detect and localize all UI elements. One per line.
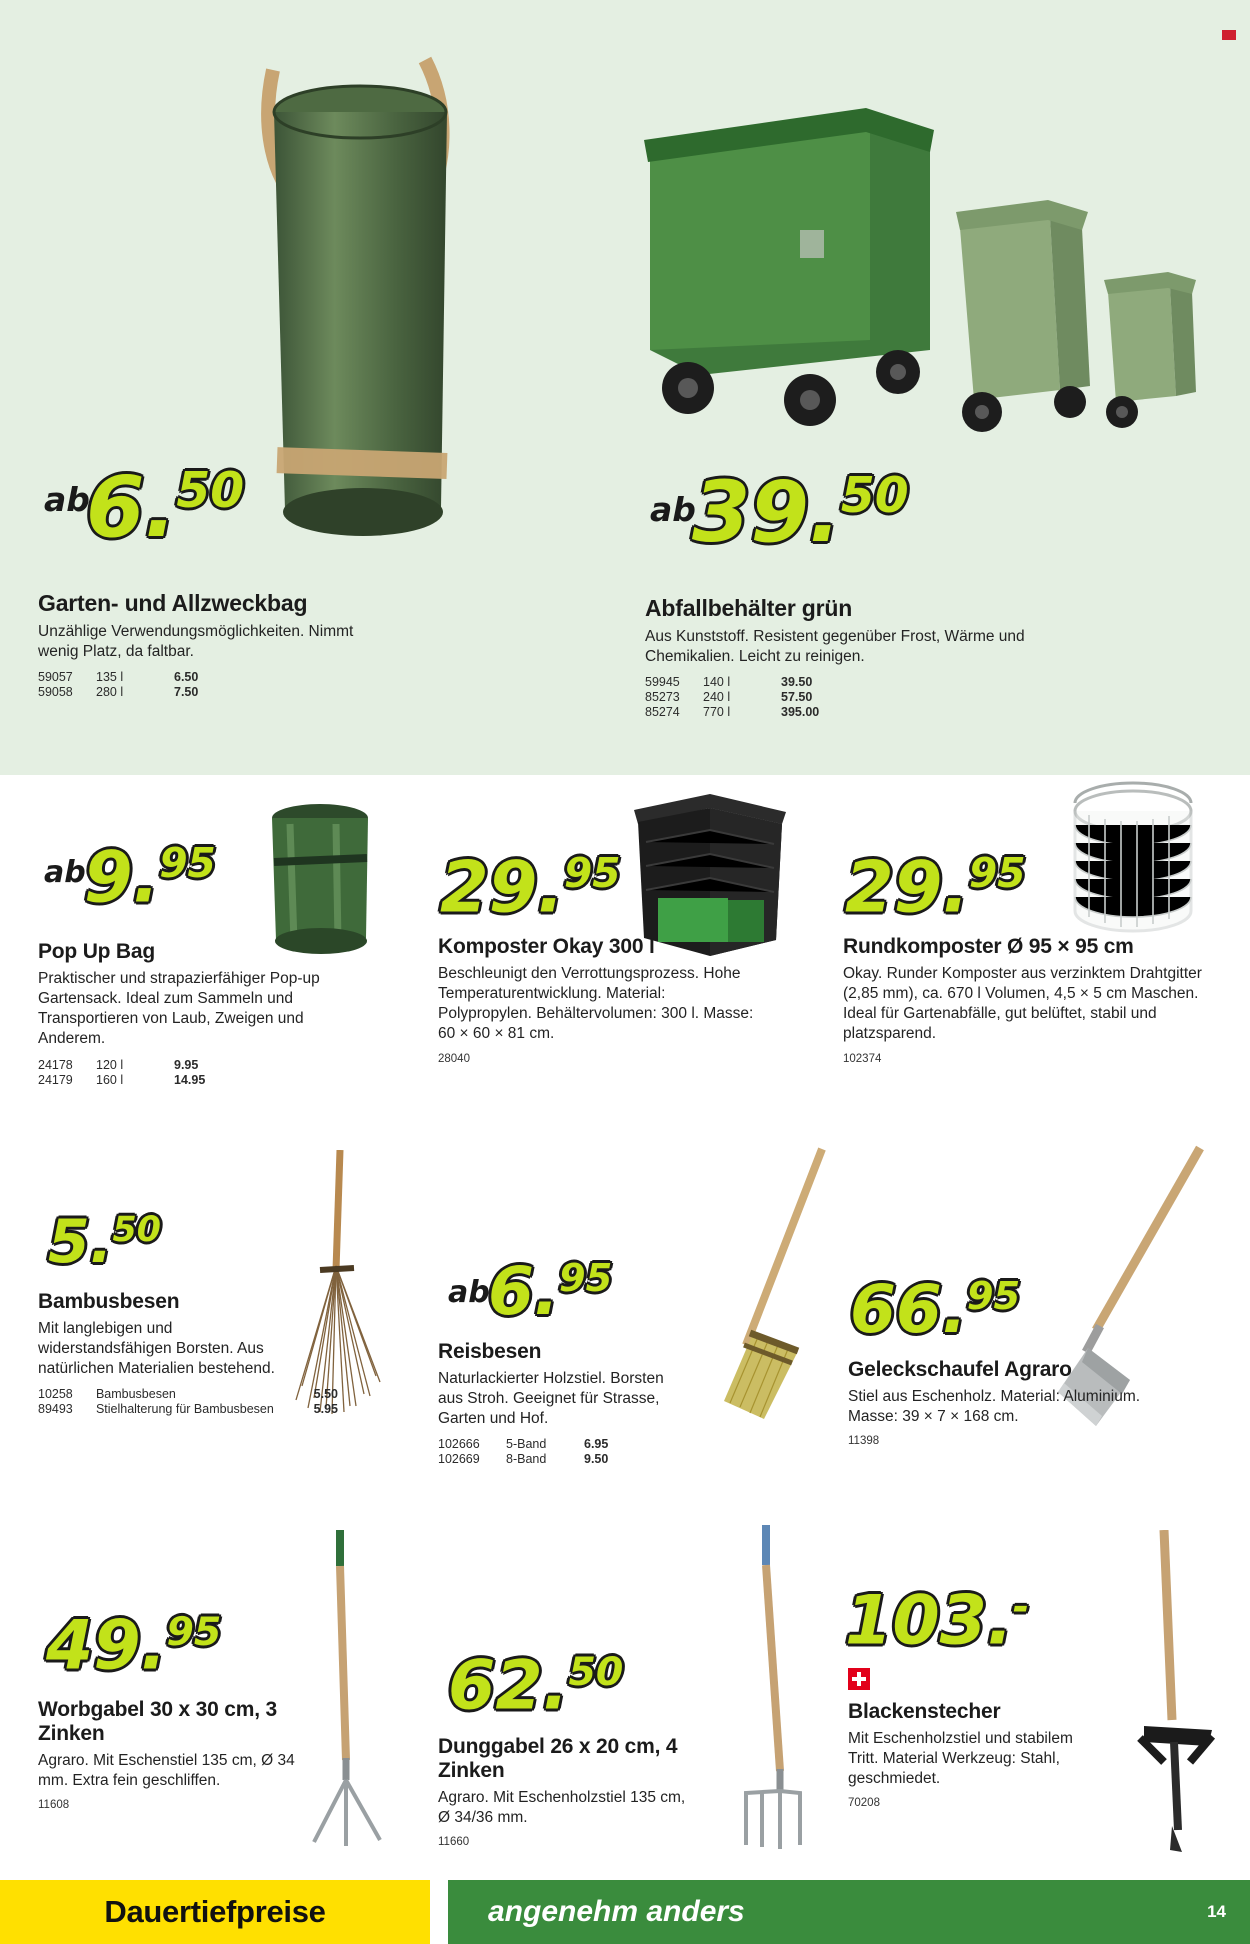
table-row: 89493 Stielhalterung für Bambusbesen 5.95 (38, 1402, 338, 1417)
product-desc-abfallbehaelter: Aus Kunststoff. Resistent gegenüber Frost, Wärme und Chemikalien. Leicht zu reinigen. (645, 628, 1025, 666)
product-title-geleckschaufel: Geleckschaufel Agraro (848, 1358, 1072, 1381)
product-info-dunggabel (438, 1735, 738, 1848)
footer-slogan-right-text: angenehm anders (488, 1895, 745, 1928)
price-reisbesen: 6.95 (488, 1253, 613, 1330)
table-row: 102669 8-Band 9.50 (438, 1452, 609, 1467)
product-title-dunggabel: Dunggabel 26 x 20 cm, 4 Zinken (438, 1735, 678, 1782)
product-title-komposter-okay: Komposter Okay 300 l (438, 935, 655, 958)
table-row: 24179 160 l 14.95 (38, 1072, 206, 1087)
price-dunggabel: 62.50 (448, 1646, 624, 1726)
footer-slogan-right (448, 1880, 1250, 1944)
product-title-blackenstecher: Blackenstecher (848, 1700, 1001, 1723)
table-row: 85273 240 l 57.50 (645, 690, 813, 705)
product-title-pop-up-bag: Pop Up Bag (38, 940, 155, 963)
article-code-rundkomposter: 102374 (843, 1052, 882, 1065)
price-blackenstecher: 103.- (845, 1581, 1030, 1661)
product-desc-reisbesen: Naturlackierter Holzstiel. Borsten aus Stroh. Geeignet für Strasse, Garten und Hof. (438, 1370, 664, 1428)
article-code-blackenstecher: 70208 (848, 1797, 880, 1810)
article-table-abfallbehaelter (645, 675, 819, 720)
product-desc-pop-up-bag: Praktischer und strapazierfähiger Pop-up Gartensack. Ideal zum Sammeln und Transportieren von Laub, Zweigen und Anderem. (38, 970, 320, 1048)
table-row: 59057 135 l 6.50 (38, 670, 199, 685)
price-abfallbehaelter: 39.50 (692, 463, 909, 561)
price-prefix-abfallbehaelter: ab (650, 490, 696, 529)
table-row: 24178 120 l 9.95 (38, 1057, 199, 1072)
article-code-geleckschaufel: 11398 (848, 1435, 880, 1448)
product-desc-blackenstecher: Mit Eschenholzstiel und stabilem Tritt. Material Werkzeug: Stahl, geschmiedet. (848, 1730, 1073, 1788)
article-code-worbgabel: 11608 (38, 1799, 70, 1812)
product-title-rundkomposter: Rundkomposter Ø 95 × 95 cm (843, 935, 1134, 958)
product-info-reisbesen (438, 1340, 738, 1467)
price-rundkomposter: 29.95 (845, 846, 1026, 929)
product-info-bambusbesen (38, 1290, 338, 1417)
price-pop-up-bag: 9.95 (84, 836, 216, 919)
product-info-geleckschaufel (848, 1358, 1178, 1447)
footer-slogan-left (0, 1880, 430, 1944)
product-desc-bambusbesen: Mit langlebigen und widerstandsfähigen Borsten. Aus natürlichen Materialien bestehend. (38, 1320, 275, 1378)
page-number: 14 (1207, 1902, 1226, 1921)
price-prefix-pop-up-bag: ab (44, 855, 86, 890)
article-table-pop-up-bag (38, 1058, 205, 1088)
price-prefix-reisbesen: ab (448, 1275, 490, 1310)
price-geleckschaufel: 66.95 (850, 1271, 1021, 1348)
product-desc-geleckschaufel: Stiel aus Eschenholz. Material: Aluminium. Masse: 39 × 7 × 168 cm. (848, 1388, 1141, 1426)
article-code-dunggabel: 11660 (438, 1836, 470, 1849)
table-row: 59945 140 l 39.50 (645, 675, 813, 690)
price-bambusbesen: 5.50 (48, 1207, 161, 1277)
product-desc-garten-allzweckbag: Unzählige Verwendungsmöglichkeiten. Nimmt wenig Platz, da faltbar. (38, 623, 354, 661)
footer-slogan-left-text: Dauertiefpreise (104, 1894, 326, 1929)
article-table-reisbesen (438, 1437, 608, 1467)
price-prefix-garten-allzweckbag: ab (44, 480, 90, 519)
price-garten-allzweckbag: 6.50 (86, 458, 245, 556)
product-title-worbgabel: Worbgabel 30 x 30 cm, 3 Zinken (38, 1698, 277, 1745)
product-title-garten-allzweckbag: Garten- und Allzweckbag (38, 590, 308, 616)
product-title-bambusbesen: Bambusbesen (38, 1290, 180, 1313)
product-title-abfallbehaelter: Abfallbehälter grün (645, 595, 853, 621)
article-code-komposter-okay: 28040 (438, 1052, 470, 1065)
product-image-rundkomposter (1055, 775, 1215, 955)
table-row: 59058 280 l 7.50 (38, 685, 199, 700)
product-image-abfallbehaelter (630, 100, 1230, 450)
product-image-blackenstecher (1120, 1530, 1240, 1860)
product-info-abfallbehaelter (645, 595, 1125, 720)
price-komposter-okay: 29.95 (440, 846, 621, 929)
product-info-blackenstecher (848, 1700, 1178, 1809)
product-desc-rundkomposter: Okay. Runder Komposter aus verzinktem Drahtgitter (2,85 mm), ca. 670 l Volumen, 4,5 × 5 cm Maschen. Ideal für Gartenabfälle, gut belüftet, stabil und platzsparend. (843, 965, 1202, 1043)
table-row: 10258 Bambusbesen 5.50 (38, 1387, 338, 1402)
product-desc-komposter-okay: Beschleunigt den Verrottungsprozess. Hohe Temperaturentwicklung. Material: Polypropylen. Behältervolumen: 300 l. Masse: 60 × 60 × 81 cm. (438, 965, 754, 1043)
product-info-komposter-okay (438, 935, 768, 1065)
print-registration-mark (1222, 30, 1236, 40)
article-table-bambusbesen (38, 1387, 338, 1417)
product-desc-dunggabel: Agraro. Mit Eschenholzstiel 135 cm, Ø 34/36 mm. (438, 1789, 686, 1827)
product-info-garten-allzweckbag (38, 590, 458, 700)
swiss-flag-icon (848, 1668, 870, 1695)
table-row: 85274 770 l 395.00 (645, 705, 820, 720)
product-info-worbgabel (38, 1698, 338, 1811)
price-worbgabel: 49.95 (46, 1606, 222, 1686)
article-table-garten-allzweckbag (38, 670, 198, 700)
product-info-rundkomposter (843, 935, 1213, 1065)
product-image-garten-allzweckbag (255, 50, 545, 580)
product-desc-worbgabel: Agraro. Mit Eschenstiel 135 cm, Ø 34 mm. Extra fein geschliffen. (38, 1752, 295, 1790)
product-info-pop-up-bag (38, 940, 368, 1088)
page-footer (0, 1880, 1250, 1944)
table-row: 102666 5-Band 6.95 (438, 1437, 609, 1452)
product-title-reisbesen: Reisbesen (438, 1340, 542, 1363)
